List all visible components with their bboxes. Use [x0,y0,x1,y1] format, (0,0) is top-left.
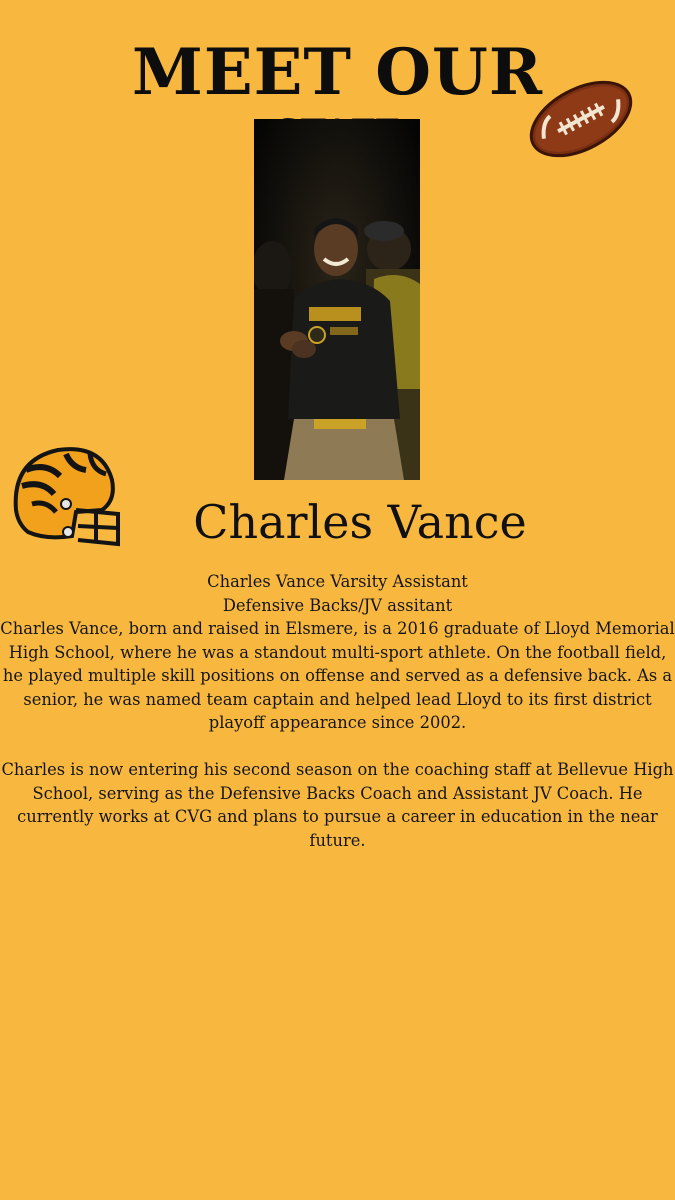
bio-paragraph-2: Charles is now entering his second season on the coaching staff at Bellevue High School, serving as the Defensive Backs Coach and Assistant JV Coach. He currently works at CVG and plans to pursue a career in education in the near future. [1,760,674,850]
staff-bio [0,570,675,852]
bio-paragraph-1: Charles Vance, born and raised in Elsmere, is a 2016 graduate of Lloyd Memorial High School, where he was a standout multi-sport athlete. On the football field, he played multiple skill positions on offense and served as a defensive back. As a senior, he was named team captain and helped lead Lloyd to its first district playoff appearance since 2002. [0,619,675,732]
page-title: MEET OUR [131,35,544,110]
staff-photo [254,119,420,480]
staff-role-line1: Charles Vance Varsity Assistant [207,572,468,591]
staff-name: Charles Vance [193,495,527,549]
staff-role-line2: Defensive Backs/JV assitant [222,595,453,615]
paragraph-spacer [0,735,675,759]
staff-photo-art [254,119,420,480]
tiger-striped-helmet-icon [6,440,124,552]
football-icon [525,74,637,164]
